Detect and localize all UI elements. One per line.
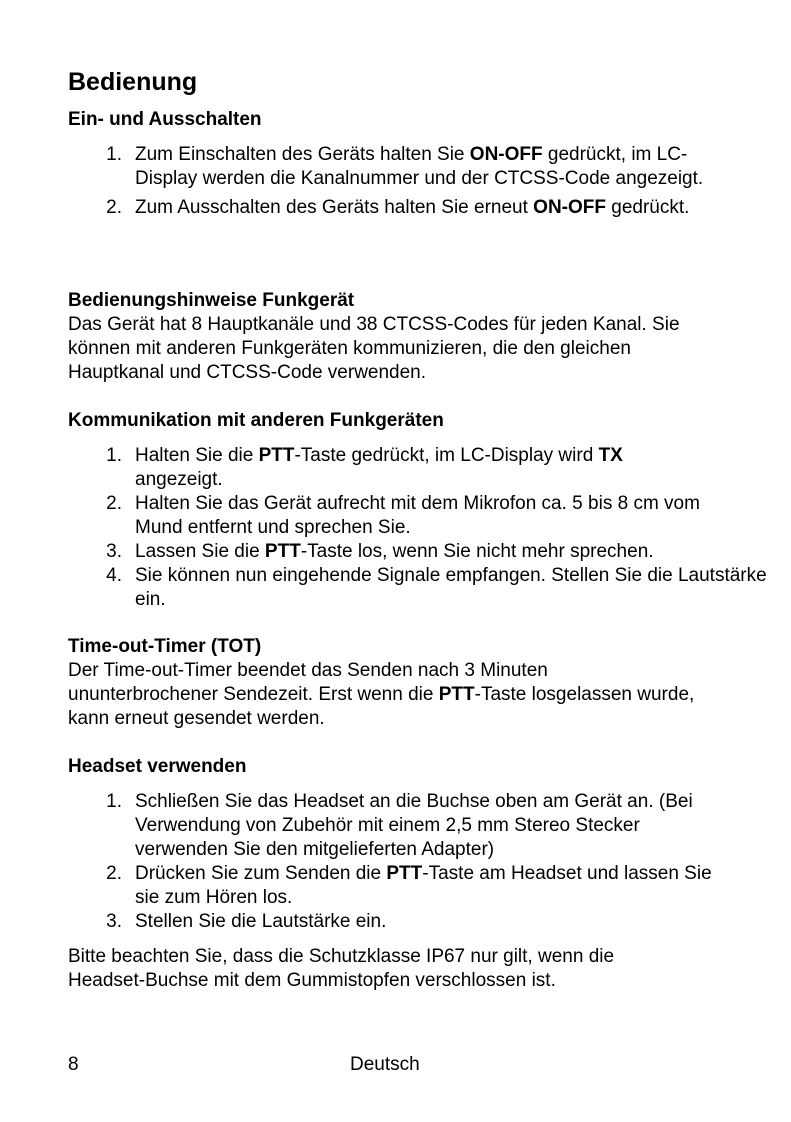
list-number: 3. bbox=[106, 541, 122, 562]
list-number: 1. bbox=[106, 445, 122, 466]
list-item: 1. Halten Sie die PTT-Taste gedrückt, im LC-Display wird TX angezeigt. bbox=[68, 444, 705, 492]
list-number: 1. bbox=[106, 144, 122, 165]
footer-language: Deutsch bbox=[350, 1054, 420, 1075]
page-title: Bedienung bbox=[68, 68, 198, 96]
list-item: 4. Sie können nun eingehende Signale empfangen. Stellen Sie die Lautstärke ein. bbox=[68, 564, 775, 612]
section-on-off bbox=[68, 108, 733, 220]
section-heading-operating-hints: Bedienungshinweise Funkgerät bbox=[68, 290, 355, 311]
list-item: 1. Zum Einschalten des Geräts halten Sie ON-OFF gedrückt, im LC-Display werden die Kanalnummer und der CTCSS-Code angezeigt. bbox=[68, 143, 705, 191]
section-communication bbox=[68, 409, 767, 612]
headset-note: Bitte beachten Sie, dass die Schutzklasse IP67 nur gilt, wenn die Headset-Buchse mit dem Gummistopfen verschlossen ist. bbox=[68, 946, 615, 991]
list-item: 3. Lassen Sie die PTT-Taste los, wenn Sie nicht mehr sprechen. bbox=[68, 540, 775, 564]
headset-list bbox=[68, 790, 733, 934]
list-number: 2. bbox=[106, 863, 122, 884]
list-number: 2. bbox=[106, 493, 122, 514]
hints-paragraph: Das Gerät hat 8 Hauptkanäle und 38 CTCSS-Codes für jeden Kanal. Sie können mit anderen Funkgeräten kommunizieren, die den gleichen Hauptkanal und CTCSS-Code verwenden. bbox=[68, 314, 680, 383]
list-item: 3. Stellen Sie die Lautstärke ein. bbox=[68, 910, 715, 934]
section-heading-communication: Kommunikation mit anderen Funkgeräten bbox=[68, 410, 444, 431]
list-number: 4. bbox=[106, 565, 122, 586]
list-number: 3. bbox=[106, 911, 122, 932]
list-item: 2. Drücken Sie zum Senden die PTT-Taste am Headset und lassen Sie sie zum Hören los. bbox=[68, 862, 715, 910]
tot-paragraph: Der Time-out-Timer beendet das Senden nach 3 Minuten ununterbrochener Sendezeit. Erst wenn die PTT-Taste losgelassen wurde, kann erneut gesendet werden. bbox=[68, 660, 695, 729]
list-number: 2. bbox=[106, 197, 122, 218]
section-operating-hints bbox=[68, 289, 733, 385]
communication-list bbox=[68, 444, 767, 612]
on-off-list bbox=[68, 143, 733, 220]
list-item: 2. Zum Ausschalten des Geräts halten Sie erneut ON-OFF gedrückt. bbox=[68, 196, 705, 220]
section-heading-on-off: Ein- und Ausschalten bbox=[68, 109, 262, 130]
page-number: 8 bbox=[68, 1054, 79, 1075]
list-number: 1. bbox=[106, 791, 122, 812]
section-heading-time-out-timer: Time-out-Timer (TOT) bbox=[68, 636, 262, 657]
list-item: 1. Schließen Sie das Headset an die Buchse oben am Gerät an. (Bei Verwendung von Zubehör mit einem 2,5 mm Stereo Stecker verwenden Sie den mitgelieferten Adapter) bbox=[68, 790, 715, 862]
section-headset bbox=[68, 755, 733, 993]
section-time-out-timer bbox=[68, 635, 733, 731]
section-heading-headset: Headset verwenden bbox=[68, 756, 247, 777]
list-item: 2. Halten Sie das Gerät aufrecht mit dem Mikrofon ca. 5 bis 8 cm vom Mund entfernt und sprechen Sie. bbox=[68, 492, 720, 540]
